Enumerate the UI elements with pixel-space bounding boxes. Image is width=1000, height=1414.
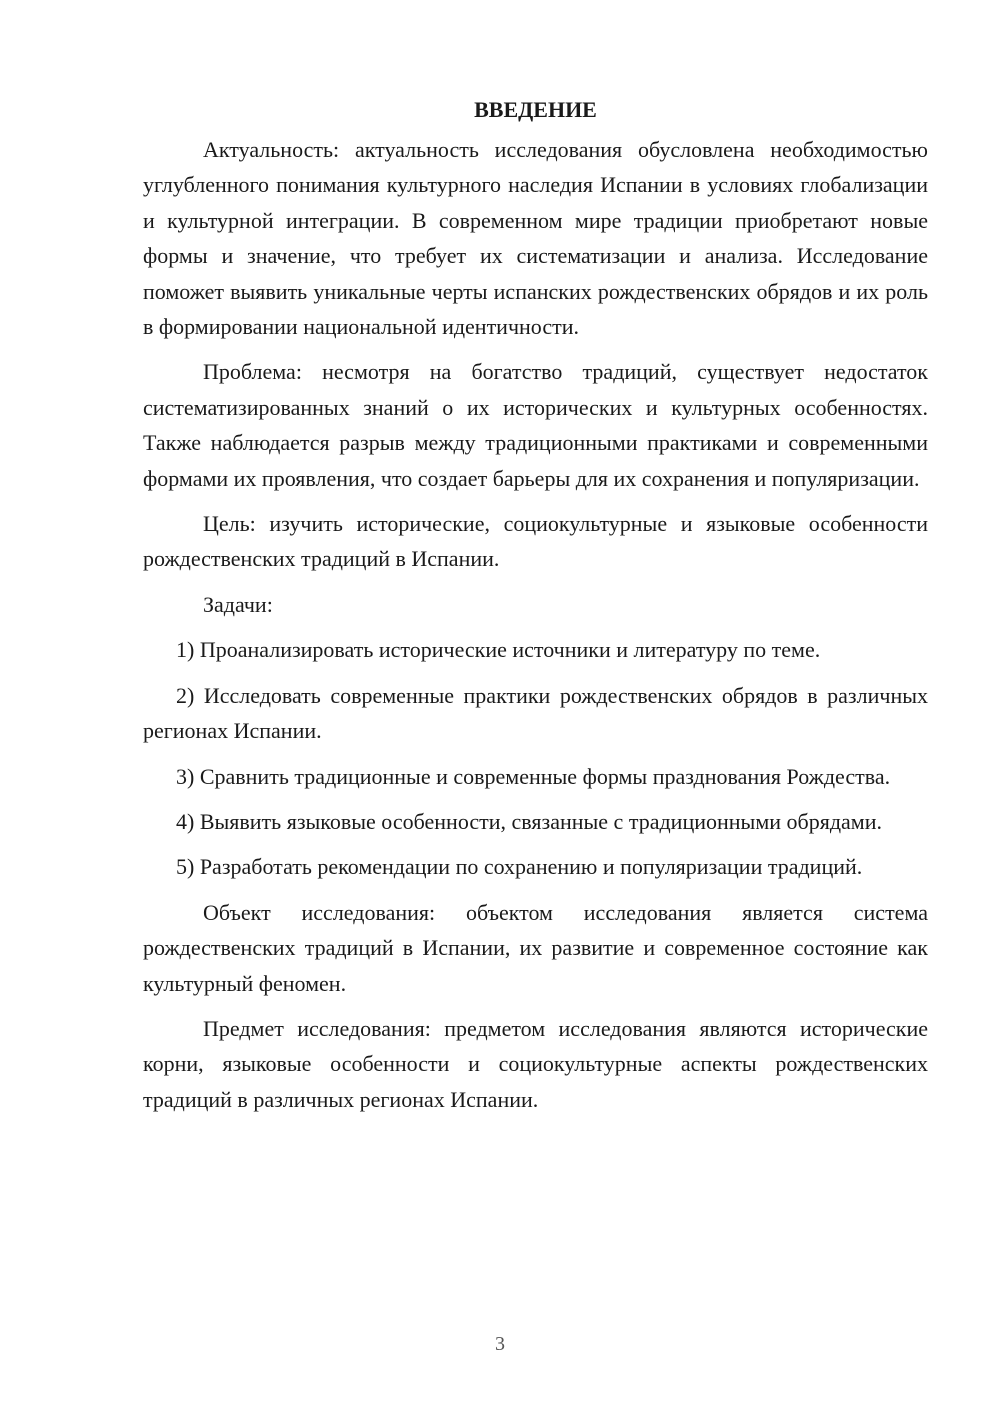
object-paragraph: Объект исследования: объектом исследования является система рождественских традиций в Испании, их развитие и современное состояние как культурный феномен. <box>143 899 928 996</box>
document-page <box>143 92 928 1127</box>
page-number: 3 <box>495 1333 505 1355</box>
task-item-3: 3) Сравнить традиционные и современные формы празднования Рождества. <box>176 763 891 789</box>
subject-paragraph: Предмет исследования: предметом исследования являются исторические корни, языковые особенности и социокультурные аспекты рождественских традиций в различных регионах Испании. <box>143 1015 928 1112</box>
relevance-paragraph: Актуальность: актуальность исследования обусловлена необходимостью углубленного понимания культурного наследия Испании в условиях глобализации и культурной интеграции. В современном мире традиции приобретают новые формы и значение, что требует их систематизации и анализа. Исследование поможет выявить уникальные черты испанских рождественских обрядов и их роль в формировании национальной идентичности. <box>143 137 928 340</box>
goal-paragraph: Цель: изучить исторические, социокультурные и языковые особенности рождественских традиций в Испании. <box>143 511 928 572</box>
problem-paragraph: Проблема: несмотря на богатство традиций, существует недостаток систематизированных знаний о их исторических и культурных особенностях. Также наблюдается разрыв между традиционными практиками и современными формами их проявления, что создает барьеры для их сохранения и популяризации. <box>143 359 928 491</box>
task-item-2: 2) Исследовать современные практики рождественских обрядов в различных регионах Испании. <box>143 682 928 744</box>
task-item-1: 1) Проанализировать исторические источники и литературу по теме. <box>176 637 821 663</box>
task-item-4: 4) Выявить языковые особенности, связанные с традиционными обрядами. <box>176 808 882 834</box>
tasks-label: Задачи: <box>203 591 273 617</box>
section-heading: ВВЕДЕНИЕ <box>474 97 597 122</box>
task-item-5: 5) Разработать рекомендации по сохранению и популяризации традиций. <box>176 854 863 880</box>
